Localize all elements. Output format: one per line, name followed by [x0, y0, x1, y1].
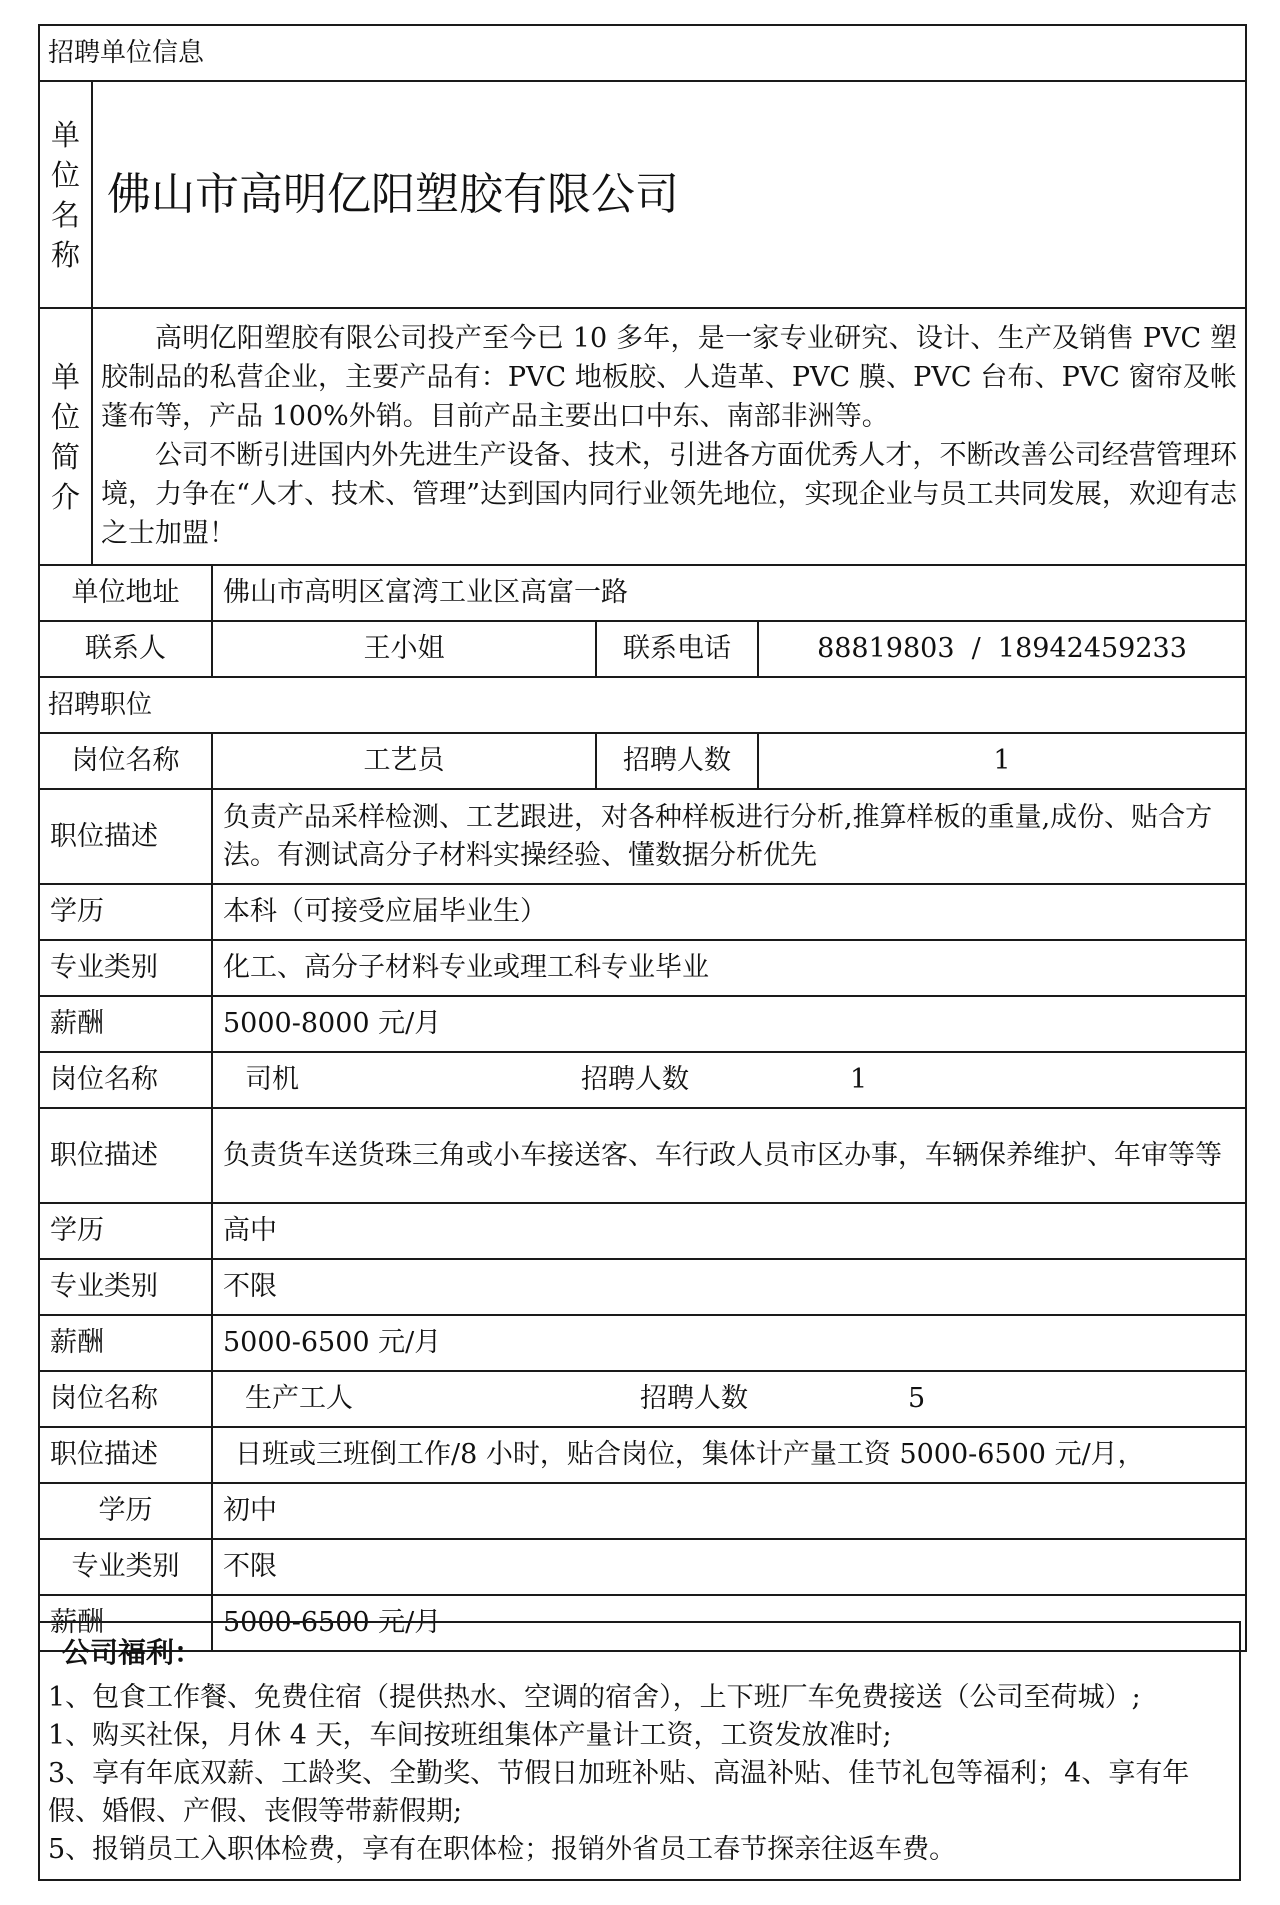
intro-paragraph: 高明亿阳塑胶有限公司投产至今已 10 多年，是一家专业研究、设计、生产及销售 PVC 塑胶制品的私营企业，主要产品有：PVC 地板胶、人造革、PVC 膜、PVC 台布、PVC 窗帘及帐蓬布等，产品 100%外销。目前产品主要出口中东、南部非洲等。	[101, 322, 1237, 432]
position-edu-label: 学历	[39, 1203, 212, 1259]
company-section-header-row	[39, 25, 1246, 81]
company-name-row	[39, 81, 1246, 308]
position-major-label: 专业类别	[39, 1259, 212, 1315]
positions-section-title: 招聘职位	[39, 677, 1246, 733]
positions-section-header-row	[39, 677, 1246, 733]
benefits-title: 公司福利：	[62, 1636, 203, 1669]
position-desc: 负责产品采样检测、工艺跟进，对各种样板进行分析,推算样板的重量,成份、贴合方法。有测试高分子材料实操经验、懂数据分析优先	[212, 789, 1246, 884]
benefit-line: 5、报销员工入职体检费，享有在职体检；报销外省员工春节探亲往返车费。	[48, 1834, 957, 1865]
position-edu: 初中	[212, 1483, 1246, 1539]
position-edu: 高中	[212, 1203, 1246, 1259]
position-edu-row	[39, 1203, 1246, 1259]
position-desc-label: 职位描述	[39, 789, 212, 884]
position-name-cell	[212, 1371, 1246, 1427]
position-major-row	[39, 1539, 1246, 1595]
position-edu-label: 学历	[39, 1483, 212, 1539]
position-desc: 负责货车送货珠三角或小车接送客、车行政人员市区办事，车辆保养维护、年审等等	[212, 1108, 1246, 1203]
position-edu-row	[39, 884, 1246, 940]
position-major: 不限	[212, 1539, 1246, 1595]
position-count-label: 招聘人数	[596, 733, 758, 789]
address-value: 佛山市高明区富湾工业区高富一路	[212, 565, 1246, 621]
position-desc-row	[39, 789, 1246, 884]
position-salary: 5000-6500 元/月	[212, 1595, 1246, 1651]
position-salary-label: 薪酬	[39, 1595, 212, 1651]
position-name: 司机	[245, 1064, 299, 1095]
label-char: 简	[50, 439, 80, 474]
position-name-row	[39, 1052, 1246, 1108]
position-salary: 5000-8000 元/月	[212, 996, 1246, 1052]
position-edu-label: 学历	[39, 884, 212, 940]
label-char: 位	[50, 157, 80, 192]
company-section-title: 招聘单位信息	[39, 25, 1246, 81]
label-char: 介	[50, 479, 80, 514]
position-count-label: 招聘人数	[581, 1064, 689, 1095]
position-name-label: 岗位名称	[39, 733, 212, 789]
position-name: 工艺员	[212, 733, 596, 789]
recruitment-sheet	[38, 24, 1245, 1652]
benefit-line: 1、购买社保，月休 4 天，车间按班组集体产量计工资，工资发放准时;	[48, 1720, 892, 1751]
benefits-box	[38, 1621, 1241, 1881]
contact-row	[39, 621, 1246, 677]
position-salary-label: 薪酬	[39, 996, 212, 1052]
position-major-row	[39, 940, 1246, 996]
address-row	[39, 565, 1246, 621]
position-major-label: 专业类别	[39, 940, 212, 996]
position-name-cell	[212, 1052, 1246, 1108]
position-desc-row	[39, 1427, 1246, 1483]
company-intro	[92, 308, 1246, 565]
position-name: 生产工人	[245, 1383, 353, 1414]
position-desc-label: 职位描述	[39, 1427, 212, 1483]
position-desc-label: 职位描述	[39, 1108, 212, 1203]
position-major: 化工、高分子材料专业或理工科专业毕业	[212, 940, 1246, 996]
position-name-label: 岗位名称	[39, 1371, 212, 1427]
position-name-row	[39, 733, 1246, 789]
position-salary-row	[39, 996, 1246, 1052]
position-major: 不限	[212, 1259, 1246, 1315]
position-edu: 本科（可接受应届毕业生）	[212, 884, 1246, 940]
company-intro-label	[39, 308, 92, 565]
recruitment-table	[38, 24, 1247, 1652]
position-count-label: 招聘人数	[640, 1383, 748, 1414]
benefit-line: 1、包食工作餐、免费住宿（提供热水、空调的宿舍），上下班厂车免费接送（公司至荷城）;	[48, 1682, 1141, 1713]
company-name-label	[39, 81, 92, 308]
position-name-label: 岗位名称	[39, 1052, 212, 1108]
contact-label: 联系人	[39, 621, 212, 677]
position-salary-row	[39, 1315, 1246, 1371]
intro-paragraph: 公司不断引进国内外先进生产设备、技术，引进各方面优秀人才，不断改善公司经营管理环境，力争在“人才、技术、管理”达到国内同行业领先地位，实现企业与员工共同发展，欢迎有志之士加盟！	[101, 439, 1237, 549]
company-name: 佛山市高明亿阳塑胶有限公司	[92, 81, 1246, 308]
address-label: 单位地址	[39, 565, 212, 621]
position-major-label: 专业类别	[39, 1539, 212, 1595]
position-major-row	[39, 1259, 1246, 1315]
contact-value: 王小姐	[212, 621, 596, 677]
position-count: 5	[908, 1383, 926, 1414]
position-salary-label: 薪酬	[39, 1315, 212, 1371]
phone-value: 88819803 / 18942459233	[758, 621, 1246, 677]
label-char: 名	[50, 197, 80, 232]
company-intro-row	[39, 308, 1246, 565]
label-char: 位	[50, 399, 80, 434]
position-desc-row	[39, 1108, 1246, 1203]
label-char: 单	[50, 359, 80, 394]
benefit-line: 3、享有年底双薪、工龄奖、全勤奖、节假日加班补贴、高温补贴、佳节礼包等福利；4、享有年假、婚假、产假、丧假等带薪假期;	[48, 1758, 1190, 1827]
label-char: 称	[50, 237, 80, 272]
position-count: 1	[850, 1064, 868, 1095]
phone-label: 联系电话	[596, 621, 758, 677]
position-salary: 5000-6500 元/月	[212, 1315, 1246, 1371]
position-edu-row	[39, 1483, 1246, 1539]
label-char: 单	[50, 117, 80, 152]
position-name-row	[39, 1371, 1246, 1427]
position-count: 1	[758, 733, 1246, 789]
position-desc: 日班或三班倒工作/8 小时，贴合岗位，集体计产量工资 5000-6500 元/月，	[212, 1427, 1246, 1483]
